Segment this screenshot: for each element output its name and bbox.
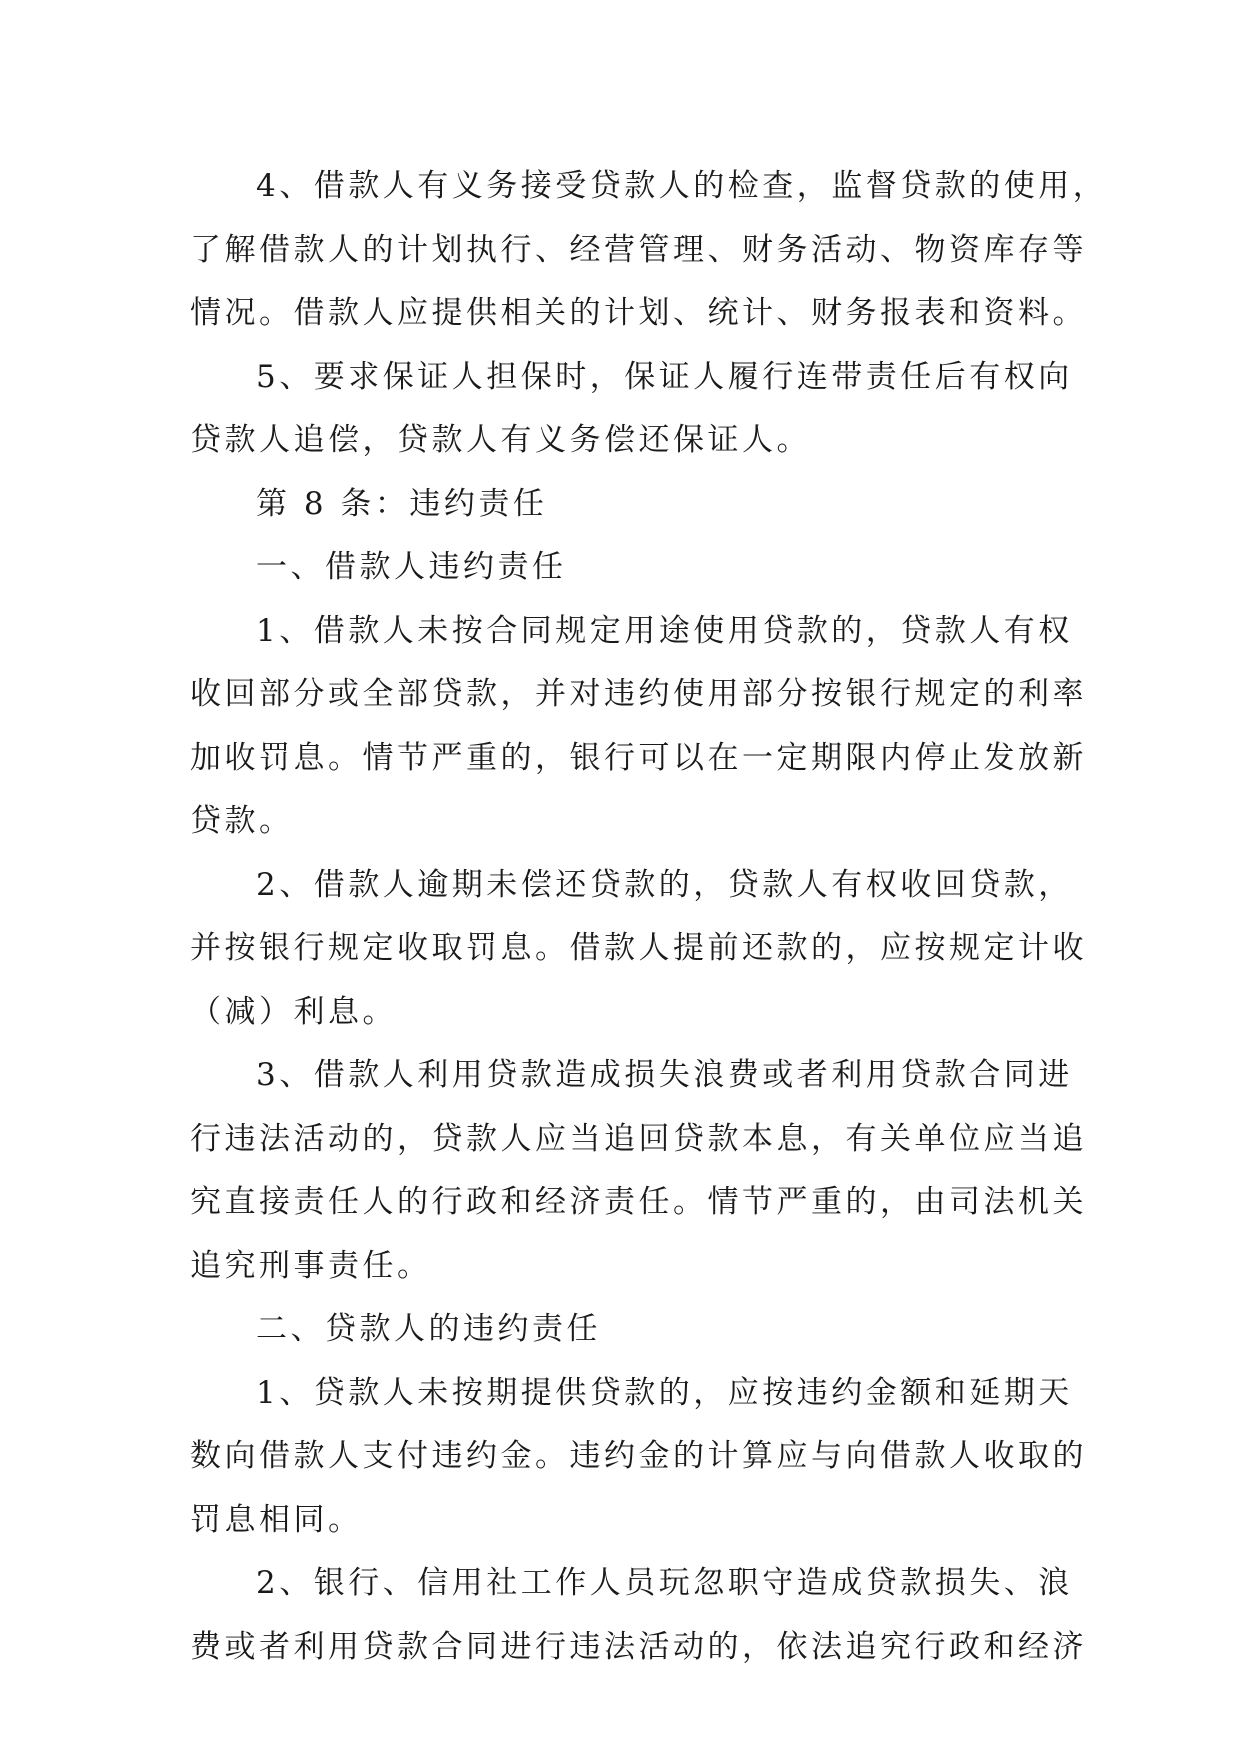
text-line: 情况。借款人应提供相关的计划、统计、财务报表和资料。 — [190, 295, 1087, 331]
text-line: 5、要求保证人担保时，保证人履行连带责任后有权向 — [256, 359, 1073, 395]
text-line: 行违法活动的，贷款人应当追回贷款本息，有关单位应当追 — [190, 1121, 1087, 1157]
text-line: 并按银行规定收取罚息。借款人提前还款的，应按规定计收 — [190, 930, 1087, 966]
text-line: 收回部分或全部贷款，并对违约使用部分按银行规定的利率 — [190, 676, 1087, 712]
text-line: （减）利息。 — [190, 994, 397, 1030]
text-line: 罚息相同。 — [190, 1502, 363, 1538]
text-line: 贷款人追偿，贷款人有义务偿还保证人。 — [190, 422, 811, 458]
text-line: 1、贷款人未按期提供贷款的，应按违约金额和延期天 — [256, 1375, 1073, 1411]
text-line: 4、借款人有义务接受贷款人的检查，监督贷款的使用， — [256, 168, 1108, 204]
text-line: 数向借款人支付违约金。违约金的计算应与向借款人收取的 — [190, 1438, 1087, 1474]
text-line: 贷款。 — [190, 803, 294, 839]
text-line: 追究刑事责任。 — [190, 1248, 432, 1284]
text-line: 1、借款人未按合同规定用途使用贷款的，贷款人有权 — [256, 613, 1073, 649]
text-line: 2、借款人逾期未偿还贷款的，贷款人有权收回贷款， — [256, 867, 1073, 903]
text-line: 费或者利用贷款合同进行违法活动的，依法追究行政和经济 — [190, 1629, 1087, 1665]
text-line: 了解借款人的计划执行、经营管理、财务活动、物资库存等 — [190, 232, 1087, 268]
section-heading: 第 8 条：违约责任 — [256, 486, 548, 522]
subsection-heading: 二、贷款人的违约责任 — [256, 1311, 601, 1347]
text-line: 2、银行、信用社工作人员玩忽职守造成贷款损失、浪 — [256, 1565, 1073, 1601]
text-line: 加收罚息。情节严重的，银行可以在一定期限内停止发放新 — [190, 740, 1087, 776]
text-line: 3、借款人利用贷款造成损失浪费或者利用贷款合同进 — [256, 1057, 1073, 1093]
text-line: 究直接责任人的行政和经济责任。情节严重的，由司法机关 — [190, 1184, 1087, 1220]
subsection-heading: 一、借款人违约责任 — [256, 549, 567, 585]
